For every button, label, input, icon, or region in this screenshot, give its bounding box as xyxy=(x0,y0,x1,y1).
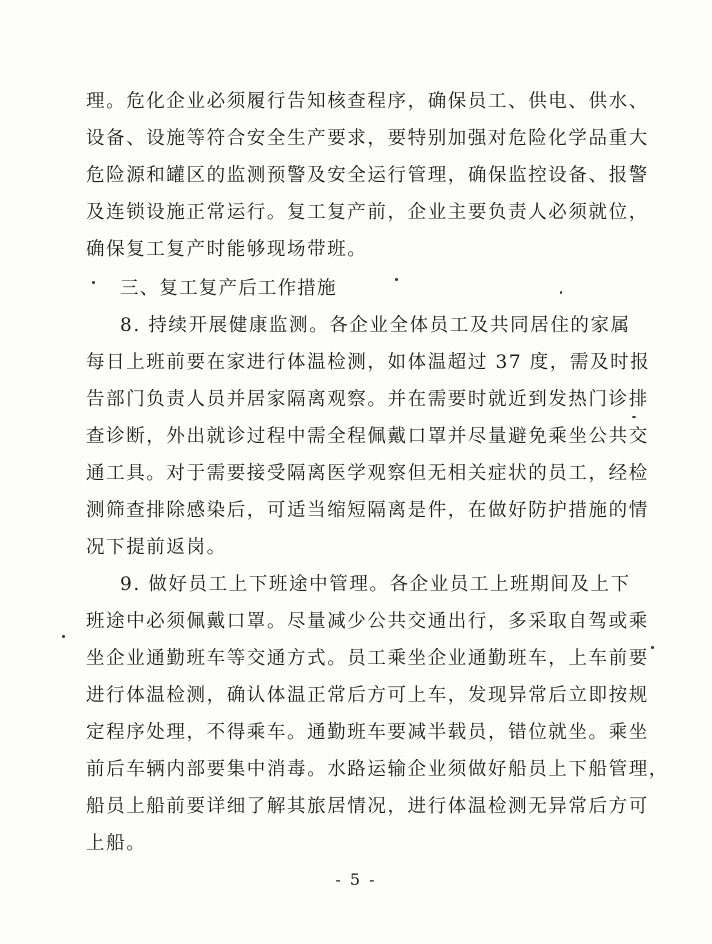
paragraph-line: 危险源和罐区的监测预警及安全运行管理，确保监控设备、报警 xyxy=(86,165,649,186)
scan-speck xyxy=(395,278,398,281)
paragraph-line: 确保复工复产时能够现场带班。 xyxy=(86,239,368,260)
paragraph-line: 告部门负责人员并居家隔离观察。并在需要时就近到发热门诊排 xyxy=(86,389,649,410)
paragraph-line: 进行体温检测，确认体温正常后方可上车，发现异常后立即按规 xyxy=(86,685,649,706)
scan-speck xyxy=(651,646,654,649)
scan-speck xyxy=(62,635,65,638)
scan-speck xyxy=(92,281,95,284)
paragraph-line: 查诊断，外出就诊过程中需全程佩戴口罩并尽量避免乘坐公共交 xyxy=(86,426,649,447)
paragraph-line: 上船。 xyxy=(86,833,147,854)
paragraph-line: 8. 持续开展健康监测。各企业全体员工及共同居住的家属 xyxy=(120,315,631,336)
paragraph-line: 测筛查排除感染后，可适当缩短隔离是件，在做好防护措施的情 xyxy=(86,500,649,521)
paragraph-line: 理。危化企业必须履行告知核查程序，确保员工、供电、供水、 xyxy=(86,91,649,112)
paragraph-line: 及连锁设施正常运行。复工复产前，企业主要负责人必须就位， xyxy=(86,202,649,223)
section-heading: 三、复工复产后工作措施 xyxy=(120,278,337,299)
paragraph-line: 每日上班前要在家进行体温检测，如体温超过 37 度，需及时报 xyxy=(86,352,651,373)
paragraph-line: 9. 做好员工上下班途中管理。各企业员工上班期间及上下 xyxy=(120,574,631,595)
paragraph-line: 班途中必须佩戴口罩。尽量减少公共交通出行，多采取自驾或乘 xyxy=(86,611,649,632)
paragraph-line: 通工具。对于需要接受隔离医学观察但无相关症状的员工，经检 xyxy=(86,463,649,484)
paragraph-line: 船员上船前要详细了解其旅居情况，进行体温检测无异常后方可 xyxy=(86,796,649,817)
paragraph-line: 况下提前返岗。 xyxy=(86,537,227,558)
page-number: - 5 - xyxy=(335,870,377,889)
paragraph-line: 前后车辆内部要集中消毒。水路运输企业须做好船员上下船管理， xyxy=(86,759,669,780)
paragraph-line: 坐企业通勤班车等交通方式。员工乘坐企业通勤班车，上车前要 xyxy=(86,648,649,669)
scan-speck xyxy=(560,291,562,294)
scan-speck xyxy=(632,416,636,418)
paragraph-line: 设备、设施等符合安全生产要求，要特别加强对危险化学品重大 xyxy=(86,128,649,149)
paragraph-line: 定程序处理，不得乘车。通勤班车要减半载员，错位就坐。乘坐 xyxy=(86,722,649,743)
